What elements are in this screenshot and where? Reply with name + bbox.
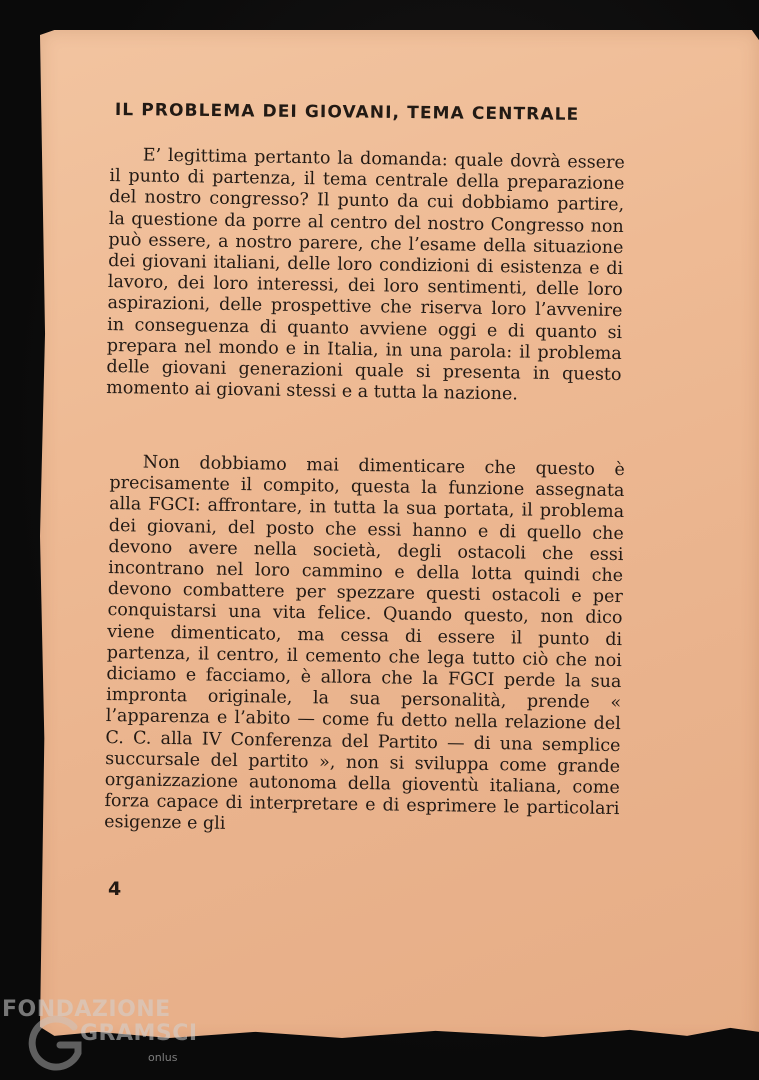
watermark-text-onlus: onlus <box>148 1051 178 1064</box>
body-paragraph-1: E’ legittima pertanto la domanda: quale dovrà essere il punto di partenza, il tema centrale della preparazione del nostro congresso? Il punto da cui dobbiamo partire, la questione da porre al centro del nostro Congresso non può essere, a nostro parere, che l’esame della situazione dei giovani italiani, delle loro condizioni di esistenza e di lavoro, dei loro interessi, dei loro sentimenti, delle loro aspirazioni, delle prospettive che riserva loro l’avvenire in conseguenza di quanto avviene oggi e di quanto si prepara nel mondo e in Italia, in una parola: il problema delle giovani generazioni quale si presenta in questo momento ai giovani stessi e a tutta la nazione. <box>106 145 625 405</box>
fondazione-gramsci-watermark <box>2 997 222 1077</box>
page-heading: IL PROBLEMA DEI GIOVANI, TEMA CENTRALE <box>114 100 580 125</box>
watermark-text-gramsci: GRAMSCI <box>80 1021 198 1046</box>
page-number: 4 <box>108 878 122 900</box>
watermark-text-fondazione: FONDAZIONE <box>2 997 171 1022</box>
gramsci-g-logo-icon <box>28 1013 86 1073</box>
body-paragraph-2: Non dobbiamo mai dimenticare che questo è precisamente il compito, questa la funzione assegnata alla FGCI: affrontare, in tutta la sua portata, il problema dei giovani, del posto che essi hanno e di quello che devono avere nella società, degli ostacoli che essi incontrano nel loro cammino e della lotta quindi che devono combattere per spezzare questi ostacoli e per conquistarsi una vita felice. Quando questo, non dico viene dimenticato, ma cessa di essere il punto di partenza, il centro, il cemento che lega tutto ciò che noi diciamo e facciamo, è allora che la FGCI perde la sua impronta originale, la sua personalità, prende « l’apparenza e l’abito — come fu detto nella relazione del C. C. alla IV Conferenza del Partito — di una semplice succursale del partito », non si sviluppa come grande organizzazione autonoma della gioventù italiana, come forza capace di interpretare e di esprimere le particolari esigenze e gli <box>104 452 625 835</box>
